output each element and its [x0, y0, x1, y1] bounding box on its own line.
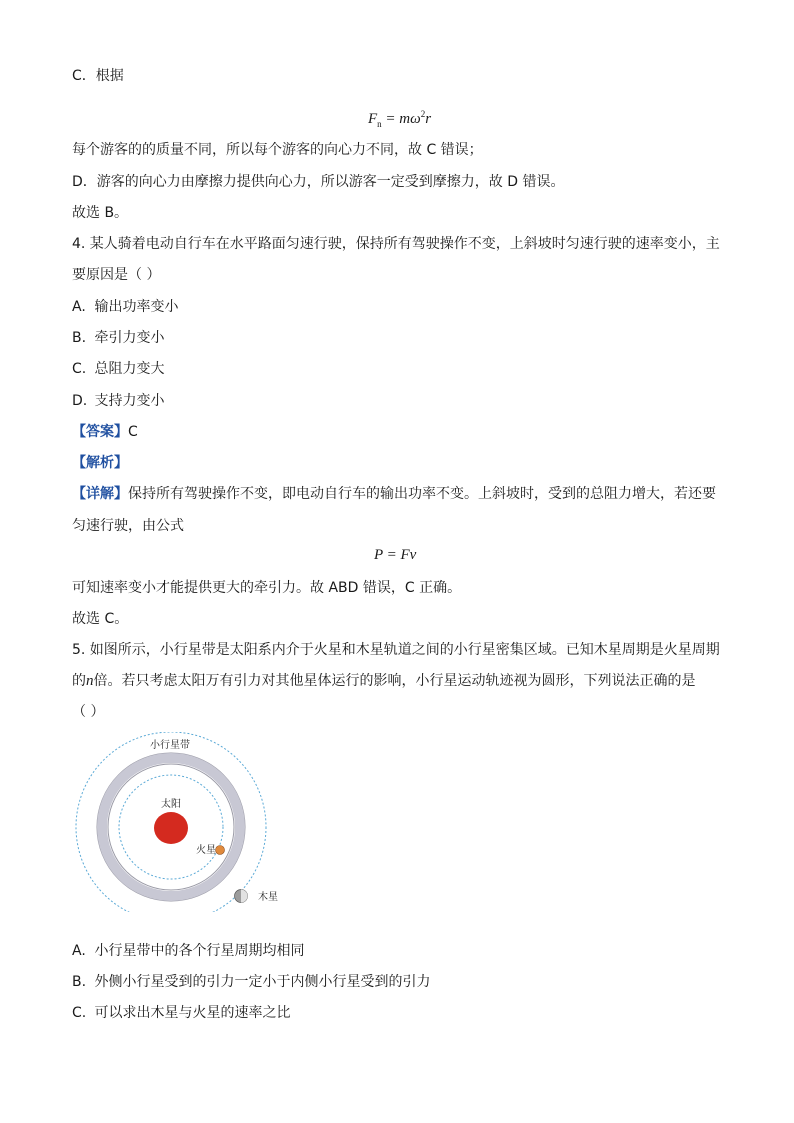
- q3-line-1: 每个游客的的质量不同，所以每个游客的向心力不同，故 C 错误；: [72, 142, 483, 158]
- q4-analysis-tag: 【解析】: [72, 455, 128, 471]
- q4-answer: 【答案】C: [72, 424, 138, 440]
- q4-stem-line-2: 要原因是（ ）: [72, 267, 161, 283]
- q4-detail-line-3: 可知速率变小才能提供更大的牵引力。故 ABD 错误，C 正确。: [72, 580, 462, 596]
- mars-label: 火星: [196, 845, 216, 856]
- q5-stem-line-2: 的n倍。若只考虑太阳万有引力对其他星体运行的影响，小行星运动轨迹视为圆形，下列说法正确的是: [72, 673, 696, 689]
- sun-icon: [154, 812, 188, 844]
- q4-option-d: D. 支持力变小: [72, 393, 165, 409]
- q5-option-b: B. 外侧小行星受到的引力一定小于内侧小行星受到的引力: [72, 974, 431, 990]
- q5-stem-line-1: 5. 如图所示，小行星带是太阳系内介于火星和木星轨道之间的小行星密集区域。已知木星周期是火星周期: [72, 642, 720, 658]
- q5-option-c: C. 可以求出木星与火星的速率之比: [72, 1005, 291, 1021]
- q3-line-2: D．游客的向心力由摩擦力提供向心力，所以游客一定受到摩擦力，故 D 错误。: [72, 174, 565, 190]
- q4-option-b: B. 牵引力变小: [72, 330, 165, 346]
- q3-formula: $F_n = m\omega^2r$: [368, 109, 432, 129]
- q5-stem-line-3: （ ）: [72, 704, 105, 720]
- jupiter-highlight: [241, 890, 248, 903]
- sun-label: 太阳: [161, 799, 181, 810]
- q5-option-a: A. 小行星带中的各个行星周期均相同: [72, 943, 305, 959]
- q4-stem-line-1: 4. 某人骑着电动自行车在水平路面匀速行驶，保持所有驾驶操作不变，上斜坡时匀速行驶的速率变小，主: [72, 236, 720, 252]
- q3-option-c-lead: C．根据: [72, 68, 124, 84]
- mars-icon: [216, 846, 225, 855]
- q4-option-a: A. 输出功率变小: [72, 299, 179, 315]
- q4-option-c: C. 总阻力变大: [72, 361, 165, 377]
- jupiter-label: 木星: [258, 892, 278, 903]
- q4-conclusion: 故选 C。: [72, 611, 129, 627]
- q3-conclusion: 故选 B。: [72, 205, 129, 221]
- q4-formula: P = Fv: [374, 547, 417, 563]
- q4-detail-line-1: 【详解】保持所有驾驶操作不变，即电动自行车的输出功率不变。上斜坡时，受到的总阻力增大，若还要: [72, 486, 716, 502]
- q4-detail-line-2: 匀速行驶，由公式: [72, 518, 184, 534]
- solar-system-figure: [70, 732, 280, 912]
- belt-label: 小行星带: [150, 740, 190, 751]
